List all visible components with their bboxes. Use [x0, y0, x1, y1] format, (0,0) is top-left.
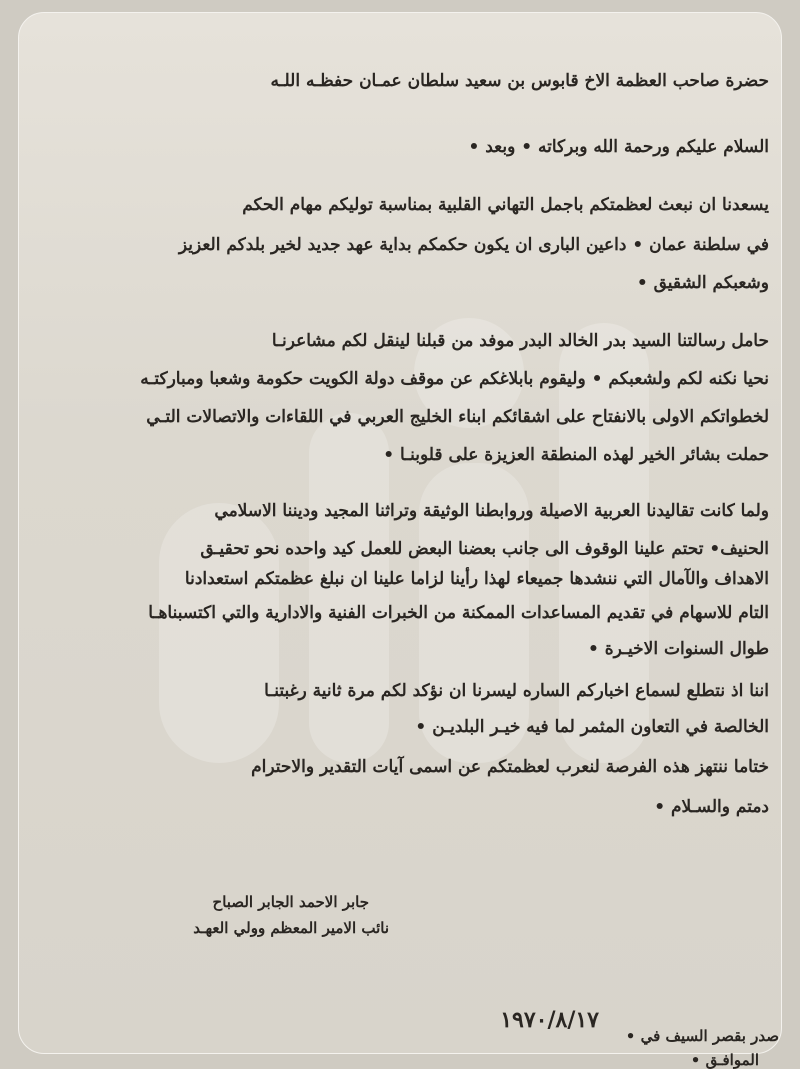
signature-title: نائب الامير المعظم وولي العهـد	[193, 919, 389, 937]
paragraph-5-line-1: ختاما ننتهز هذه الفرصة لنعرب لعظمتكم عن اسمى آيات التقدير والاحترام	[251, 757, 769, 777]
paragraph-3-line-5: طوال السنوات الاخيـرة •	[587, 639, 769, 659]
paragraph-2-line-1: حامل رسالتنا السيد بدر الخالد البدر موفد من قبلنا لينقل لكم مشاعرنـا	[271, 331, 769, 351]
paragraph-2-line-2: نحيا نكنه لكم ولشعبكم • وليقوم بابلاغكم عن موقف دولة الكويت حكومة وشعبا ومباركتـه	[140, 369, 769, 389]
paragraph-3-line-4: التام للاسهام في تقديم المساعدات الممكنة من الخبرات الفنية والادارية والتي اكتسبناهـا	[148, 603, 769, 623]
paragraph-3-line-3: الاهداف والآمال التي ننشدها جميعاء لهذا رأينا لزاما علينا ان نبلغ عظمتكم استعدادنا	[184, 569, 769, 589]
signature-name: جابر الاحمد الجابر الصباح	[212, 893, 369, 911]
paragraph-2-line-4: حملت بشائر الخير لهذه المنطقة العزيزة على قلوبنـا •	[383, 445, 769, 465]
issued-place: صدر بقصر السيف في •	[625, 1027, 779, 1045]
paragraph-1-line-3: وشعبكم الشقيق •	[636, 273, 769, 293]
paragraph-3-line-2: الحنيف• تحتم علينا الوقوف الى جانب بعضنا البعض للعمل كيد واحده نحو تحقيـق	[200, 539, 769, 559]
issued-date: ١٩٧٠/٨/١٧	[500, 1007, 599, 1033]
paragraph-4-line-1: اننا اذ نتطلع لسماع اخباركم الساره ليسرنا ان نؤكد لكم مرة ثانية رغبتنـا	[264, 681, 769, 701]
paragraph-4-line-2: الخالصة في التعاون المثمر لما فيه خيـر البلديـن •	[415, 717, 769, 737]
salutation: حضرة صاحب العظمة الاخ قابوس بن سعيد سلطان عمـان حفظـه اللـه	[270, 71, 769, 91]
issued-corresponding: الموافـق •	[690, 1051, 759, 1069]
paragraph-3-line-1: ولما كانت تقاليدنا العربية الاصيلة وروابطنا الوثيقة وتراثنا المجيد وديننا الاسلامي	[214, 501, 769, 521]
letter-body	[49, 13, 789, 1069]
paragraph-5-line-2: دمتم والسـلام •	[654, 797, 769, 817]
paragraph-1-line-1: يسعدنا ان نبعث لعظمتكم باجمل التهاني القلبية بمناسبة توليكم مهام الحكم	[242, 195, 769, 215]
greeting: السلام عليكم ورحمة الله وبركاته • وبعد •	[468, 137, 769, 157]
paragraph-2-line-3: لخطواتكم الاولى بالانفتاح على اشقائكم ابناء الخليج العربي في اللقاءات والاتصالات التـي	[146, 407, 769, 427]
photo-frame	[18, 12, 782, 1069]
paragraph-1-line-2: في سلطنة عمان • داعين البارى ان يكون حكمكم بداية عهد جديد لخير بلدكم العزيز	[178, 235, 769, 255]
